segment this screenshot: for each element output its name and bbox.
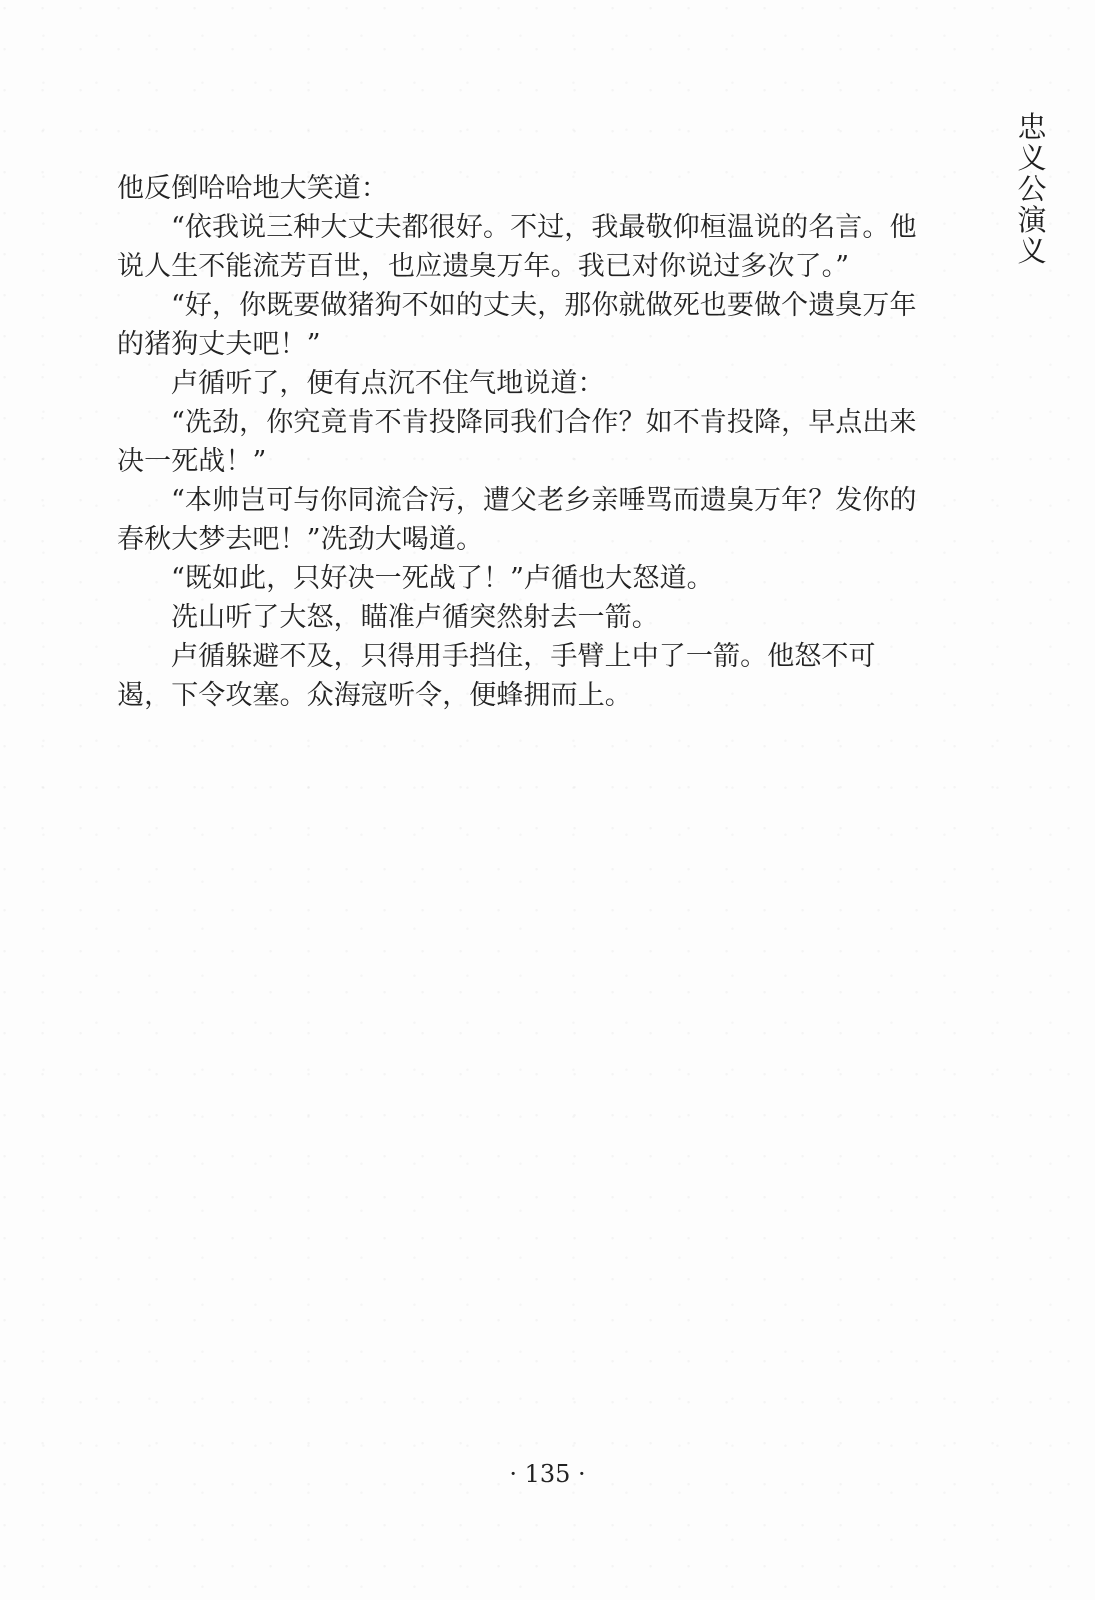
paragraph-2: “依我说三种大丈夫都很好。不过，我最敬仰桓温说的名言。他说人生不能流芳百世，也应遗臭万年。我已对你说过多次了。” bbox=[117, 212, 917, 282]
paragraph-9: 卢循躲避不及，只得用手挡住，手臂上中了一箭。他怒不可遏，下令攻塞。众海寇听令，便蜂拥而上。 bbox=[117, 641, 876, 711]
paragraph-6: “本帅岂可与你同流合污，遭父老乡亲唾骂而遗臭万年？发你的春秋大梦去吧！”冼劲大喝道。 bbox=[117, 485, 917, 555]
body-text bbox=[117, 169, 917, 715]
paragraph-5: “冼劲，你究竟肯不肯投降同我们合作？如不肯投降，早点出来决一死战！” bbox=[117, 407, 917, 477]
paragraph-8: 冼山听了大怒，瞄准卢循突然射去一箭。 bbox=[171, 602, 659, 633]
vertical-book-title: 忠 义 公 演 义 bbox=[1017, 110, 1047, 268]
paragraph-1: 他反倒哈哈地大笑道： bbox=[117, 173, 388, 204]
paragraph-4: 卢循听了，便有点沉不住气地说道： bbox=[171, 368, 605, 399]
page-number: · 135 · bbox=[509, 1460, 586, 1488]
paragraph-3: “好，你既要做猪狗不如的丈夫，那你就做死也要做个遗臭万年的猪狗丈夫吧！” bbox=[117, 290, 917, 360]
paragraph-7: “既如此，只好决一死战了！”卢循也大怒道。 bbox=[171, 563, 714, 594]
